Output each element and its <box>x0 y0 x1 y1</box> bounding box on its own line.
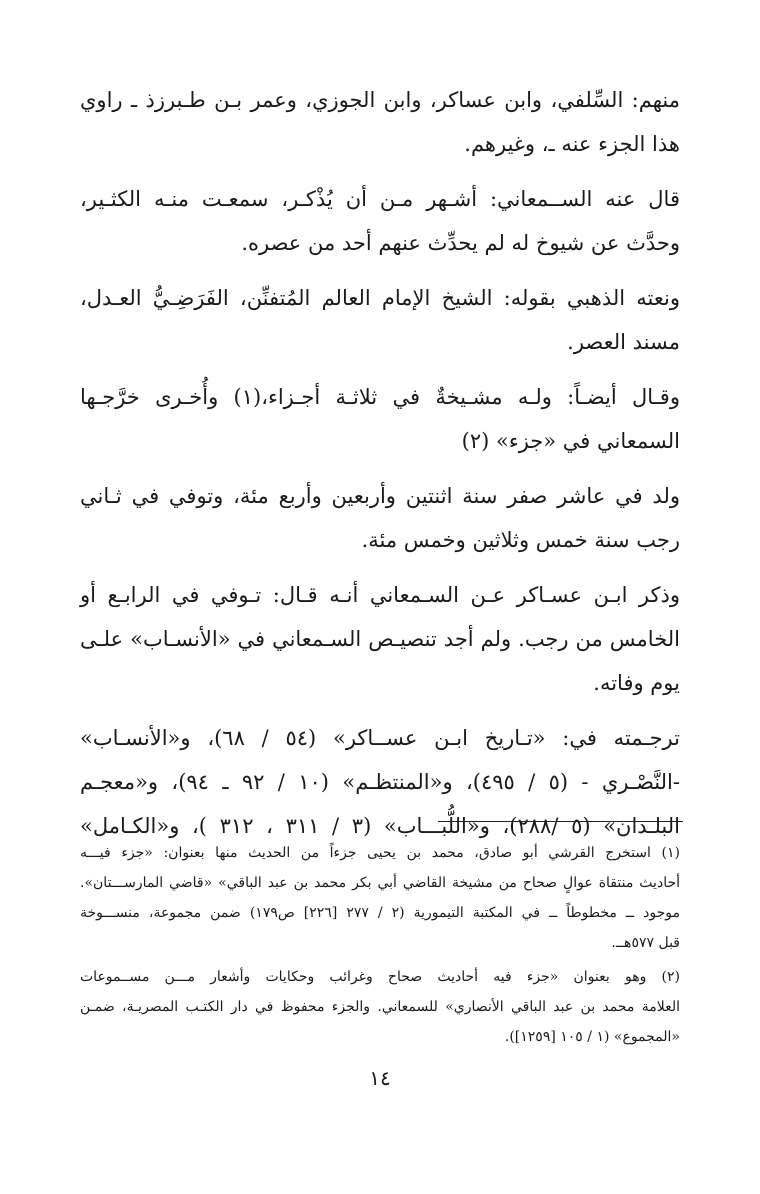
paragraph-7 <box>80 716 680 848</box>
text-line: ترجـمته في: «تـاريخ ابـن عســاكر» (٥٤ / ٦٨)، و«الأنسـاب» <box>80 726 680 750</box>
text-line: وحدَّث عن شيوخ له لم يحدِّث عنهم أحد من عصره. <box>241 231 680 255</box>
footnotes <box>80 838 680 1056</box>
footnote-1 <box>80 838 680 958</box>
footnote-line: العلامة محمد بن عبد الباقي الأنصاري» للسمعاني. والجزء محفوظ في دار الكتـب المصريـة، ضمـن <box>80 999 680 1015</box>
text-line: وذكر ابـن عسـاكر عـن السـمعاني أنـه قـال: تـوفي في الرابـع أو <box>80 583 680 607</box>
text-line: مسند العصر. <box>567 330 680 354</box>
page-number: ١٤ <box>369 1066 391 1090</box>
text-line: رجب سنة خمس وثلاثين وخمس مئة. <box>361 528 680 552</box>
text-line: قال عنه الســمعاني: أشـهر مـن أن يُذْكـر، سمعـت منـه الكثـير، <box>80 187 680 211</box>
text-line: ولد في عاشر صفر سنة اثنتين وأربعين وأربع مئة، وتوفي في ثـاني <box>80 484 680 508</box>
paragraph-4 <box>80 375 680 463</box>
text-line: البلـدان» (٥ /٢٨٨)، و«اللُّبـــاب» (٣ / ٣١١ ، ٣١٢ )، و«الكـامل» <box>80 814 680 838</box>
text-line: ونعته الذهبي بقوله: الشيخ الإمام العالم المُتفنِّن، الفَرَضِـيُّ العـدل، <box>80 286 680 310</box>
footnote-line: (٢) وهو بعنوان «جزء فيه أحاديث صحاح وغرائب وحكايات وأشعار مـــن مســموعات <box>80 969 680 985</box>
footnote-line: موجود ــ مخطوطاً ــ في المكتبة التيمورية (٢ / ٢٧٧ [٢٢٦] ص١٧٩) ضمن مجموعة، منســـوخة <box>80 905 681 921</box>
text-line: هذا الجزء عنه ـ، وغيرهم. <box>464 132 680 156</box>
paragraph-5 <box>80 474 680 562</box>
footnote-2 <box>80 962 680 1052</box>
text-line: منهم: السِّلفي، وابن عساكر، وابن الجوزي، وعمر بـن طـبرزذ ـ راوي <box>80 88 680 112</box>
footnote-line: (١) استخرج القرشي أبو صادق، محمد بن يحيى جزءاً من الحديث منها بعنوان: «جزء فيـــه <box>80 845 680 861</box>
text-line: -النَّصْـري - (٥ / ٤٩٥)، و«المنتظـم» (١٠ / ٩٢ ـ ٩٤)، و«معجـم <box>80 770 680 794</box>
footnote-line: قبل ٥٧٧هــ. <box>611 935 680 951</box>
paragraph-2 <box>80 177 680 265</box>
text-line: السمعاني في «جزء» (٢) <box>461 429 680 453</box>
footnote-line: أحاديث منتقاة عوالٍ صحاح من مشيخة القاضي أبي بكر محمد بن عبد الباقي» «قاضي المارســـتان». <box>80 875 680 891</box>
footnote-line: «المجموع» (١ / ١٠٥ [١٢٥٩]). <box>504 1029 680 1045</box>
text-line: وقـال أيضـاً: ولـه مشـيخةٌ في ثلاثـة أجـزاء،(١) وأُخـرى خرَّجـها <box>80 385 680 409</box>
text-line: الخامس من رجب. ولم أجد تنصيـص السـمعاني في «الأنسـاب» علـى <box>80 627 680 651</box>
footnote-separator <box>438 821 683 822</box>
main-text <box>80 78 680 859</box>
paragraph-3 <box>80 276 680 364</box>
paragraph-1 <box>80 78 680 166</box>
text-line: يوم وفاته. <box>593 671 680 695</box>
paragraph-6 <box>80 573 680 705</box>
